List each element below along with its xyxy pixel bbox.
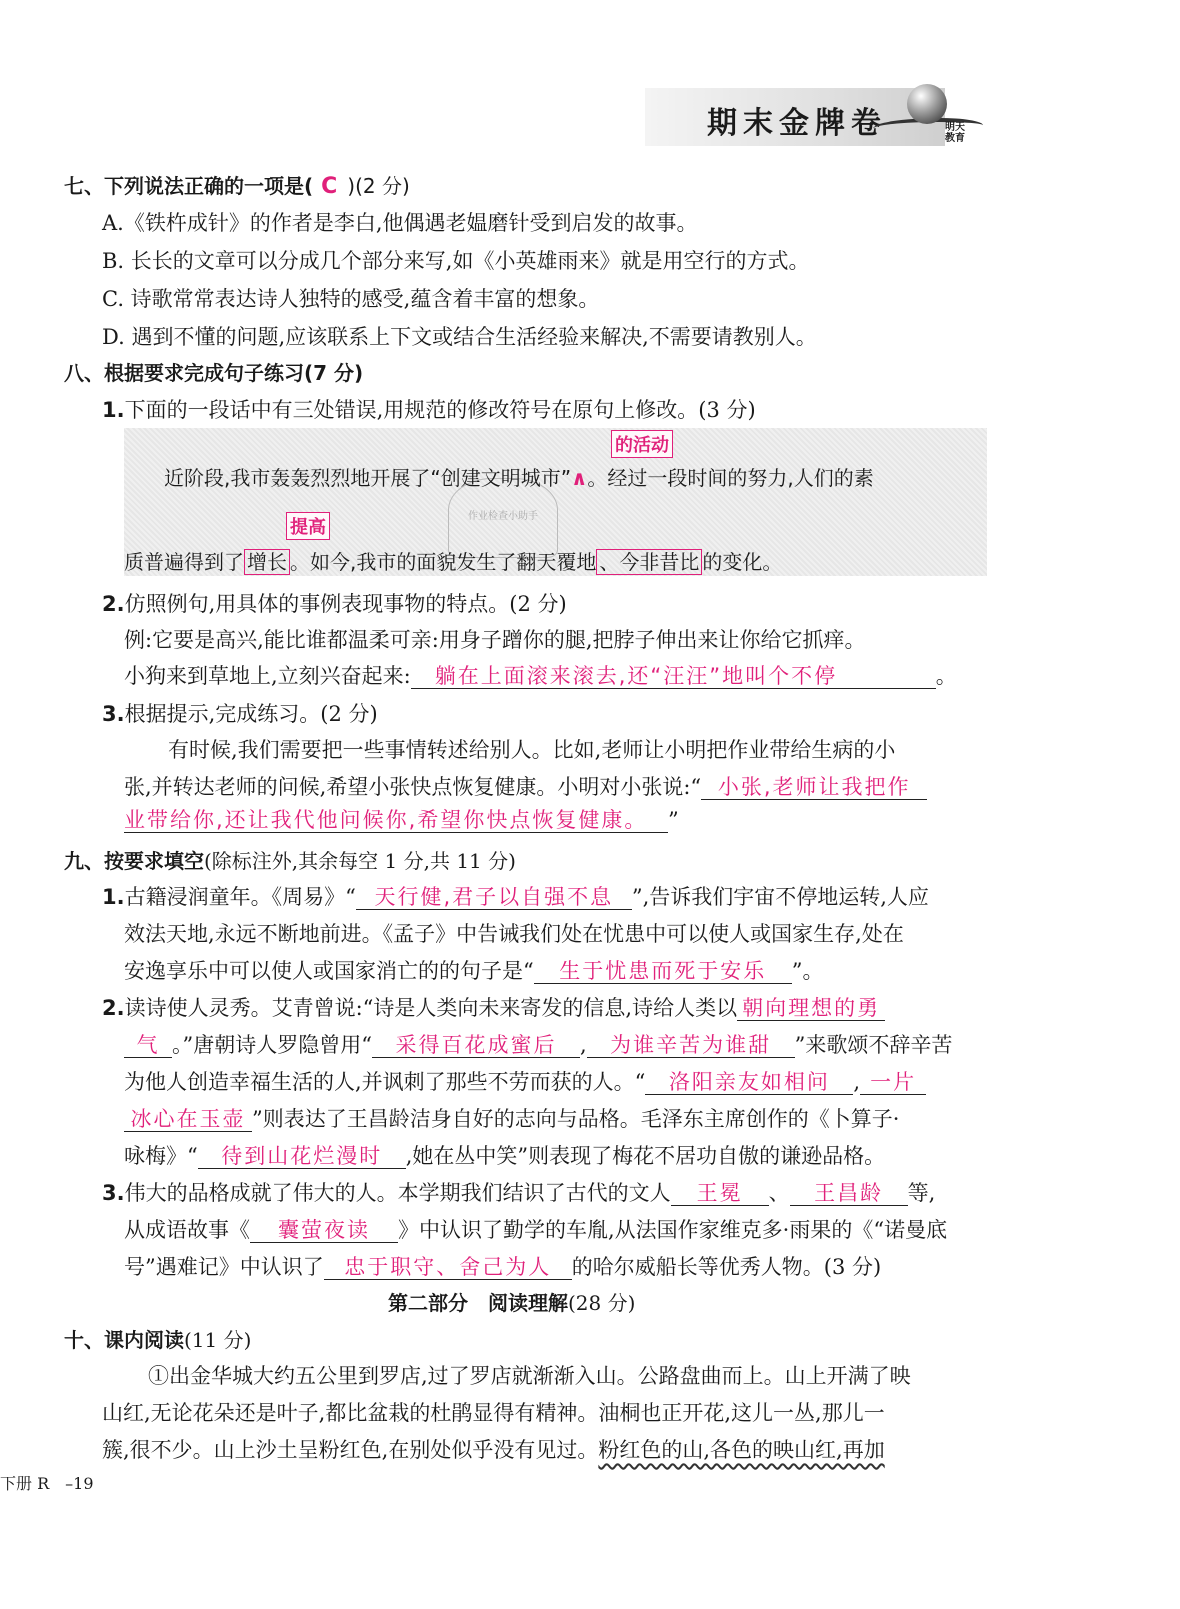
q8-s2-fill: 小狗来到草地上,立刻兴奋起来: 躺在上面滚来滚去,还“汪汪”地叫个不停 。 [124, 664, 957, 688]
q10-line-2: 山红,无论花朵还是叶子,都比盆栽的杜鹃显得有精神。油桐也正开花,这儿一丛,那儿一 [102, 1401, 885, 1425]
header-banner [645, 88, 985, 148]
header-title: 期末金牌卷 [707, 106, 887, 141]
q9-s2-line4: 冰心在玉壶 ”则表达了王昌龄洁身自好的志向与品格。毛泽东主席创作的《卜算子· [124, 1103, 899, 1133]
correction-line-1: 近阶段,我市轰轰烈烈地开展了“创建文明城市”∧。经过一段时间的努力,人们的素 [164, 466, 874, 490]
page-footer: 下册 R –19 [0, 1474, 94, 1493]
q9-s2-line2: 气 。”唐朝诗人罗隐曾用“ 采得百花成蜜后 , 为谁辛苦为谁甜 ”来歌颂不辞辛苦 [124, 1029, 952, 1059]
wavy-underlined-text: 粉红色的山,各色的映山红,再加 [598, 1438, 885, 1462]
q7-option-d: D. 遇到不懂的问题,应该联系上下文或结合生活经验来解决,不需要请教别人。 [102, 325, 817, 349]
q9-s2-line5: 咏梅》“ 待到山花烂漫时 ,她在丛中笑”则表现了梅花不居功自傲的谦逊品格。 [124, 1144, 886, 1168]
q9-s2-line3: 为他人创造幸福生活的人,并讽刺了那些不劳而获的人。“ 洛阳亲友如相问 , 一片 [124, 1066, 926, 1096]
q9-s3-line2: 从成语故事《 囊萤夜读 》中认识了勤学的车胤,从法国作家维克多·雨果的《“诺曼底 [124, 1218, 948, 1242]
q9-s1-line3: 安逸享乐中可以使人或国家消亡的的句子是“ 生于忧患而死于安乐 ”。 [124, 959, 824, 983]
q9-s1-line1: 1.古籍浸润童年。《周易》“ 天行健,君子以自强不息 ”,告诉我们宇宙不停地运转,人应 [102, 885, 929, 909]
q8-s3: 3.根据提示,完成练习。(2 分) [102, 702, 378, 726]
q8-s2-example: 例:它要是高兴,能比谁都温柔可亲:用身子蹭你的腿,把脖子伸出来让你给它抓痒。 [124, 628, 866, 652]
q9-s3-line1: 3.伟大的品格成就了伟大的人。本学期我们结识了古代的文人 王冕 、 王昌龄 等, [102, 1181, 936, 1205]
q9-s2-line1: 2.读诗使人灵秀。艾青曾说:“诗是人类向未来寄发的信息,诗给人类以 朝向理想的勇 [102, 992, 885, 1022]
correction-image [124, 428, 987, 576]
q7-option-b: B. 长长的文章可以分成几个部分来写,如《小英雄雨来》就是用空行的方式。 [102, 249, 810, 273]
q7-option-a: A.《铁杵成针》的作者是李白,他偶遇老媪磨针受到启发的故事。 [102, 211, 698, 235]
q8-s3-p1: 有时候,我们需要把一些事情转述给别人。比如,老师让小明把作业带给生病的小 [168, 738, 896, 762]
q7-title: 七、下列说法正确的一项是( C )(2 分) [64, 174, 410, 199]
q8-s2-answer: 躺在上面滚来滚去,还“汪汪”地叫个不停 [411, 664, 936, 689]
q10-line-3: 簇,很不少。山上沙土呈粉红色,在别处似乎没有见过。粉红色的山,各色的映山红,再加 [102, 1438, 885, 1462]
q8-s3-p2: 张,并转达老师的问候,希望小张快点恢复健康。小明对小张说:“ 小张,老师让我把作 [124, 771, 927, 801]
q9-s1-line2: 效法天地,永远不断地前进。《孟子》中告诫我们处在忧患中可以使人或国家生存,处在 [124, 922, 904, 946]
replace-mark: 提高 [286, 512, 330, 540]
q8-s1: 1.下面的一段话中有三处错误,用规范的修改符号在原句上修改。(3 分) [102, 398, 756, 422]
header-logo-icon [907, 84, 947, 124]
q8-s3-p3: 业带给你,还让我代他问候你,希望你快点恢复健康。 ” [124, 808, 679, 832]
q8-s2: 2.仿照例句,用具体的事例表现事物的特点。(2 分) [102, 592, 567, 616]
part2-heading: 第二部分 阅读理解(28 分) [388, 1291, 636, 1315]
q9-s3-line3: 号”遇难记》中认识了 忠于职守、舍己为人 的哈尔威船长等优秀人物。(3 分) [124, 1255, 882, 1279]
correction-line-2: 质普遍得到了 增长 。如今,我市的面貌发生了翻天覆地 、今非昔比 的变化。 [124, 550, 783, 574]
q9-title: 九、按要求填空(除标注外,其余每空 1 分,共 11 分) [64, 849, 516, 873]
q8-title: 八、根据要求完成句子练习(7 分) [64, 361, 364, 385]
header-brand: 明天教育 [945, 122, 965, 144]
q10-title: 十、课内阅读(11 分) [64, 1328, 252, 1352]
watermark-stamp: 作业检查小助手 [448, 478, 558, 558]
q10-line-1: ①出金华城大约五公里到罗店,过了罗店就渐渐入山。公路盘曲而上。山上开满了映 [148, 1364, 911, 1388]
q7-answer: C [321, 174, 340, 199]
q7-option-c: C. 诗歌常常表达诗人独特的感受,蕴含着丰富的想象。 [102, 287, 600, 311]
insert-mark: 的活动 [611, 430, 673, 458]
